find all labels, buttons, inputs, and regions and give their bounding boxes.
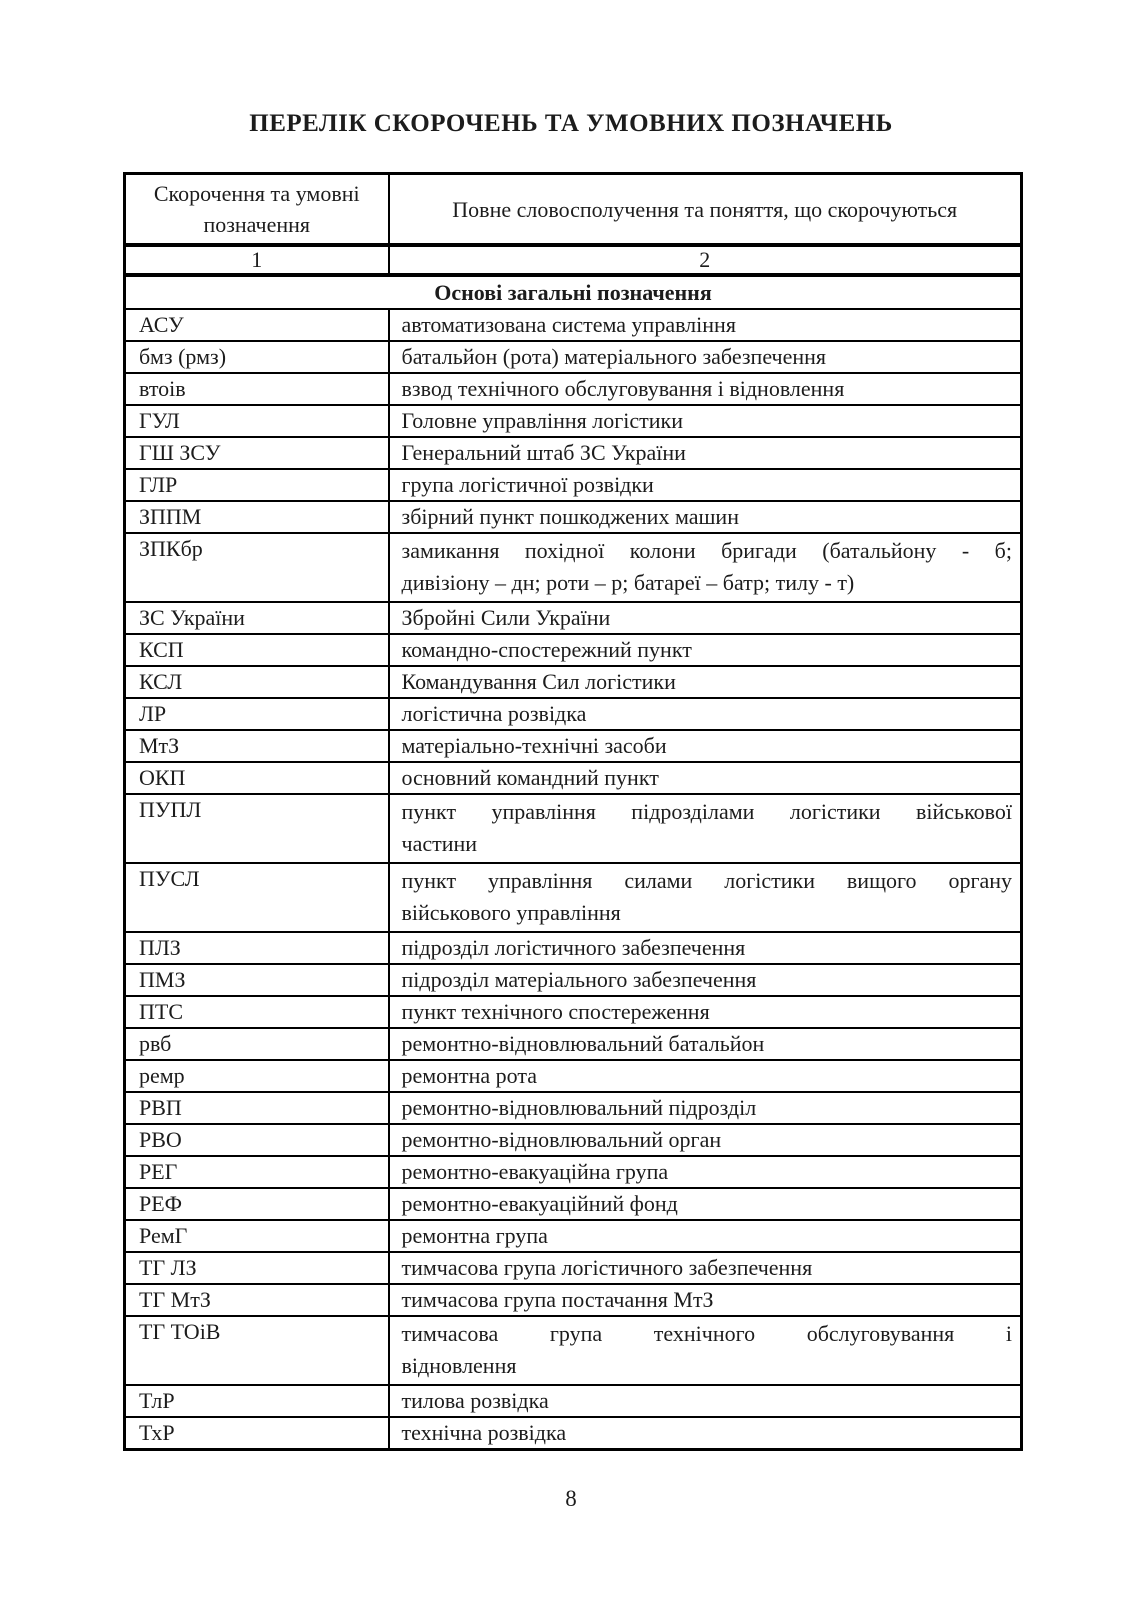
- full-phrase-line: пункт управління підрозділами логістики військової: [401, 799, 1012, 824]
- table-row: [125, 309, 1022, 341]
- table-row: [125, 373, 1022, 405]
- full-phrase-cell: пункт технічного спостереження: [389, 996, 1022, 1028]
- abbreviation-cell: ЗС України: [125, 602, 389, 634]
- abbreviation-cell: ПУПЛ: [125, 794, 389, 863]
- full-phrase-cell: група логістичної розвідки: [389, 469, 1022, 501]
- section-title: Основі загальні позначення: [125, 275, 1022, 309]
- table-row: [125, 533, 1022, 602]
- table-header-row: [125, 174, 1022, 246]
- table-row: [125, 469, 1022, 501]
- abbreviation-cell: ПУСЛ: [125, 863, 389, 932]
- abbreviation-cell: ремр: [125, 1060, 389, 1092]
- header-full-phrase-column: Повне словосполучення та поняття, що скорочуються: [389, 174, 1022, 246]
- full-phrase-cell: збірний пункт пошкоджених машин: [389, 501, 1022, 533]
- abbreviation-cell: КСП: [125, 634, 389, 666]
- full-phrase-line: дивізіону – дн; роти – р; батареї – батр; тилу - т): [401, 570, 855, 595]
- table-row: [125, 996, 1022, 1028]
- full-phrase-cell: ремонтно-відновлювальний підрозділ: [389, 1092, 1022, 1124]
- table-row: [125, 405, 1022, 437]
- table-row: [125, 794, 1022, 863]
- table-row: [125, 1028, 1022, 1060]
- full-phrase-cell: підрозділ логістичного забезпечення: [389, 932, 1022, 964]
- column-number-2: 2: [389, 245, 1022, 275]
- abbreviation-cell: ЗППМ: [125, 501, 389, 533]
- abbreviation-cell: бмз (рмз): [125, 341, 389, 373]
- abbreviation-cell: АСУ: [125, 309, 389, 341]
- abbreviation-cell: КСЛ: [125, 666, 389, 698]
- table-row: [125, 964, 1022, 996]
- abbreviation-cell: ПТС: [125, 996, 389, 1028]
- full-phrase-line: пункт управління силами логістики вищого органу: [401, 868, 1012, 893]
- abbreviation-cell: РВО: [125, 1124, 389, 1156]
- table-row: [125, 1284, 1022, 1316]
- table-row: [125, 666, 1022, 698]
- full-phrase-cell: ремонтна рота: [389, 1060, 1022, 1092]
- abbreviation-cell: втоів: [125, 373, 389, 405]
- abbreviation-cell: РемГ: [125, 1220, 389, 1252]
- full-phrase-cell: [389, 863, 1022, 932]
- abbreviation-cell: ТлР: [125, 1385, 389, 1417]
- full-phrase-cell: технічна розвідка: [389, 1417, 1022, 1450]
- table-row: [125, 863, 1022, 932]
- table-row: [125, 1060, 1022, 1092]
- full-phrase-line: відновлення: [401, 1353, 517, 1378]
- full-phrase-line: замикання похідної колони бригади (батальйону - б;: [401, 538, 1012, 563]
- full-phrase-line: тимчасова група технічного обслуговування і: [401, 1321, 1012, 1346]
- table-row: [125, 1220, 1022, 1252]
- full-phrase-cell: командно-спостережний пункт: [389, 634, 1022, 666]
- table-row: [125, 1124, 1022, 1156]
- abbreviation-cell: ТГ МтЗ: [125, 1284, 389, 1316]
- full-phrase-cell: підрозділ матеріального забезпечення: [389, 964, 1022, 996]
- full-phrase-cell: ремонтно-відновлювальний орган: [389, 1124, 1022, 1156]
- full-phrase-cell: тилова розвідка: [389, 1385, 1022, 1417]
- table-row: [125, 602, 1022, 634]
- table-row: [125, 1252, 1022, 1284]
- full-phrase-line: частини: [401, 831, 478, 856]
- abbreviations-table-wrap: [123, 172, 1020, 1451]
- full-phrase-cell: [389, 794, 1022, 863]
- table-row: [125, 634, 1022, 666]
- full-phrase-cell: логістична розвідка: [389, 698, 1022, 730]
- table-row: [125, 762, 1022, 794]
- header-abbreviation-column: Скорочення та умовні позначення: [125, 174, 389, 246]
- abbreviation-cell: ЗПКбр: [125, 533, 389, 602]
- abbreviation-cell: ТГ ЛЗ: [125, 1252, 389, 1284]
- table-row: [125, 730, 1022, 762]
- full-phrase-cell: ремонтно-відновлювальний батальйон: [389, 1028, 1022, 1060]
- full-phrase-cell: ремонтно-евакуаційна група: [389, 1156, 1022, 1188]
- abbreviations-table: [123, 172, 1023, 1451]
- full-phrase-cell: Головне управління логістики: [389, 405, 1022, 437]
- table-row: [125, 1417, 1022, 1450]
- full-phrase-cell: [389, 1316, 1022, 1385]
- table-row: [125, 1188, 1022, 1220]
- full-phrase-cell: основний командний пункт: [389, 762, 1022, 794]
- full-phrase-cell: взвод технічного обслуговування і відновлення: [389, 373, 1022, 405]
- full-phrase-cell: матеріально-технічні засоби: [389, 730, 1022, 762]
- abbreviation-cell: ТГ ТОіВ: [125, 1316, 389, 1385]
- page-title: ПЕРЕЛІК СКОРОЧЕНЬ ТА УМОВНИХ ПОЗНАЧЕНЬ: [249, 110, 893, 137]
- full-phrase-cell: автоматизована система управління: [389, 309, 1022, 341]
- section-header-row: [125, 275, 1022, 309]
- full-phrase-cell: Генеральний штаб ЗС України: [389, 437, 1022, 469]
- abbreviation-cell: ГШ ЗСУ: [125, 437, 389, 469]
- full-phrase-cell: тимчасова група постачання МтЗ: [389, 1284, 1022, 1316]
- abbreviation-cell: ПЛЗ: [125, 932, 389, 964]
- table-row: [125, 698, 1022, 730]
- page-number: 8: [565, 1486, 577, 1511]
- abbreviation-cell: ГЛР: [125, 469, 389, 501]
- table-row: [125, 1385, 1022, 1417]
- abbreviation-cell: РЕФ: [125, 1188, 389, 1220]
- abbreviation-cell: ОКП: [125, 762, 389, 794]
- column-number-1: 1: [125, 245, 389, 275]
- full-phrase-cell: ремонтна група: [389, 1220, 1022, 1252]
- full-phrase-cell: батальйон (рота) матеріального забезпечення: [389, 341, 1022, 373]
- full-phrase-cell: тимчасова група логістичного забезпечення: [389, 1252, 1022, 1284]
- column-numbering-row: [125, 245, 1022, 275]
- table-row: [125, 1316, 1022, 1385]
- table-row: [125, 1156, 1022, 1188]
- abbreviation-cell: ПМЗ: [125, 964, 389, 996]
- table-row: [125, 1092, 1022, 1124]
- full-phrase-line: військового управління: [401, 900, 621, 925]
- abbreviation-cell: ГУЛ: [125, 405, 389, 437]
- abbreviation-cell: РЕГ: [125, 1156, 389, 1188]
- full-phrase-cell: Командування Сил логістики: [389, 666, 1022, 698]
- table-row: [125, 932, 1022, 964]
- abbreviation-cell: РВП: [125, 1092, 389, 1124]
- table-row: [125, 437, 1022, 469]
- full-phrase-cell: Збройні Сили України: [389, 602, 1022, 634]
- abbreviation-cell: МтЗ: [125, 730, 389, 762]
- full-phrase-cell: ремонтно-евакуаційний фонд: [389, 1188, 1022, 1220]
- abbreviation-cell: рвб: [125, 1028, 389, 1060]
- table-row: [125, 501, 1022, 533]
- full-phrase-cell: [389, 533, 1022, 602]
- table-row: [125, 341, 1022, 373]
- abbreviation-cell: ТхР: [125, 1417, 389, 1450]
- abbreviation-cell: ЛР: [125, 698, 389, 730]
